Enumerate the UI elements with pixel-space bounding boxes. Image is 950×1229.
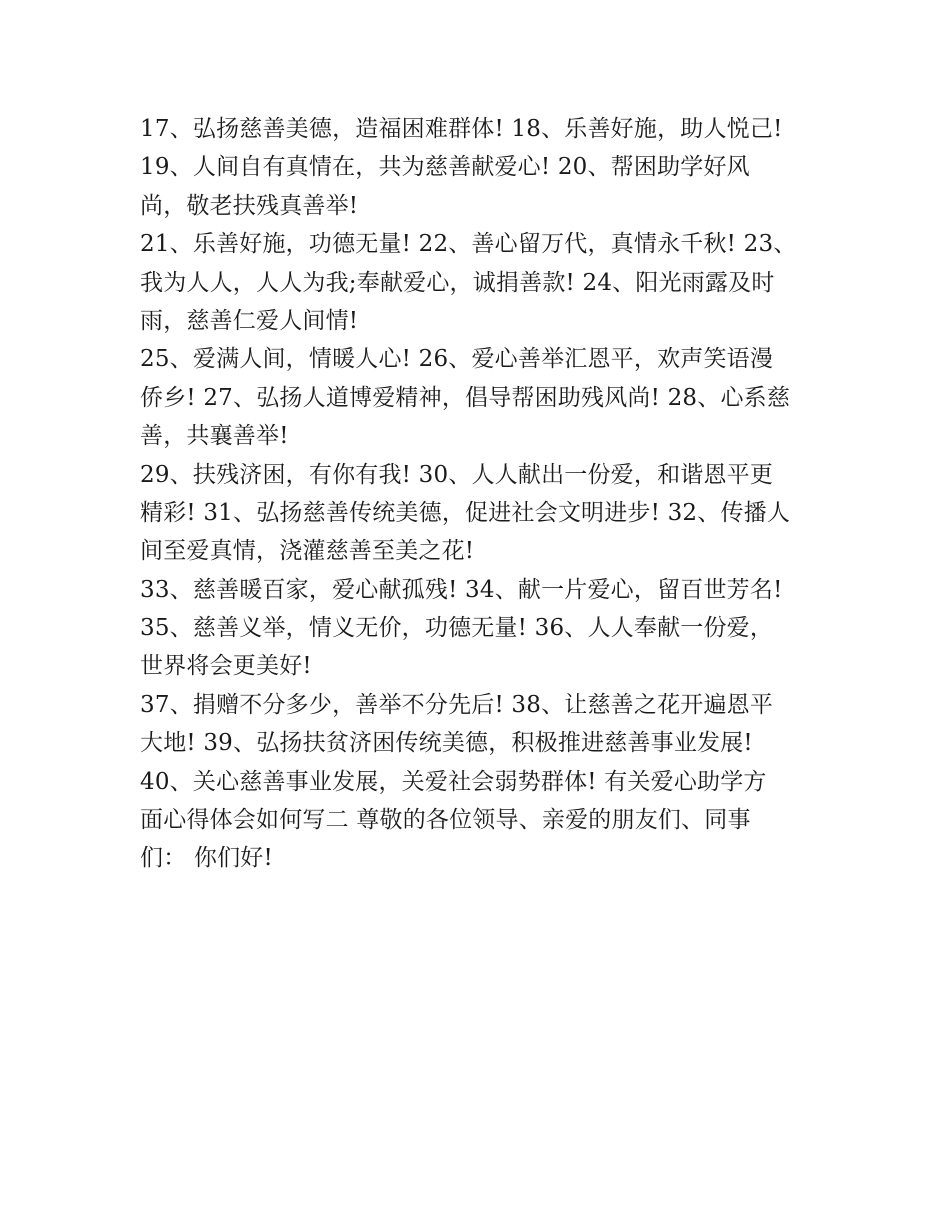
text-line: 35、慈善义举，情义无价，功德无量! 36、人人奉献一份爱， xyxy=(140,615,774,642)
text-line: 40、关心慈善事业发展，关爱社会弱势群体! 有关爱心助学方 xyxy=(140,768,767,795)
text-line: 29、扶残济困，有你有我! 30、人人献出一份爱，和谐恩平更 xyxy=(140,461,774,488)
text-line: 雨，慈善仁爱人间情! xyxy=(140,307,359,334)
text-line: 21、乐善好施，功德无量! 22、善心留万代，真情永千秋! 23、 xyxy=(140,231,797,258)
text-line: 尚，敬老扶残真善举! xyxy=(140,192,359,219)
text-line: 善，共襄善举! xyxy=(140,423,289,450)
text-line: 19、人间自有真情在，共为慈善献爱心! 20、帮困助学好风 xyxy=(140,154,750,181)
text-line: 面心得体会如何写二 尊敬的各位领导、亲爱的朋友们、同事 xyxy=(140,807,751,834)
text-line: 大地! 39、弘扬扶贫济困传统美德，积极推进慈善事业发展! xyxy=(140,730,753,757)
text-line: 17、弘扬慈善美德，造福困难群体! 18、乐善好施，助人悦己! xyxy=(140,116,783,142)
body-text xyxy=(140,110,820,878)
text-line: 37、捐赠不分多少，善举不分先后! 38、让慈善之花开遍恩平 xyxy=(140,691,774,718)
text-line: 侨乡! 27、弘扬人道博爱精神，倡导帮困助残风尚! 28、心系慈 xyxy=(140,384,791,411)
text-line: 世界将会更美好! xyxy=(140,653,312,680)
text-line: 们： 你们好! xyxy=(140,845,273,872)
text-line: 精彩! 31、弘扬慈善传统美德，促进社会文明进步! 32、传播人 xyxy=(140,499,791,526)
text-line: 25、爱满人间，情暖人心! 26、爱心善举汇恩平，欢声笑语漫 xyxy=(140,346,774,373)
text-line: 我为人人，人人为我;奉献爱心，诚捐善款! 24、阳光雨露及时 xyxy=(140,269,775,296)
text-line: 间至爱真情，浇灌慈善至美之花! xyxy=(140,538,475,565)
text-line: 33、慈善暖百家，爱心献孤残! 34、献一片爱心，留百世芳名! xyxy=(140,576,783,603)
